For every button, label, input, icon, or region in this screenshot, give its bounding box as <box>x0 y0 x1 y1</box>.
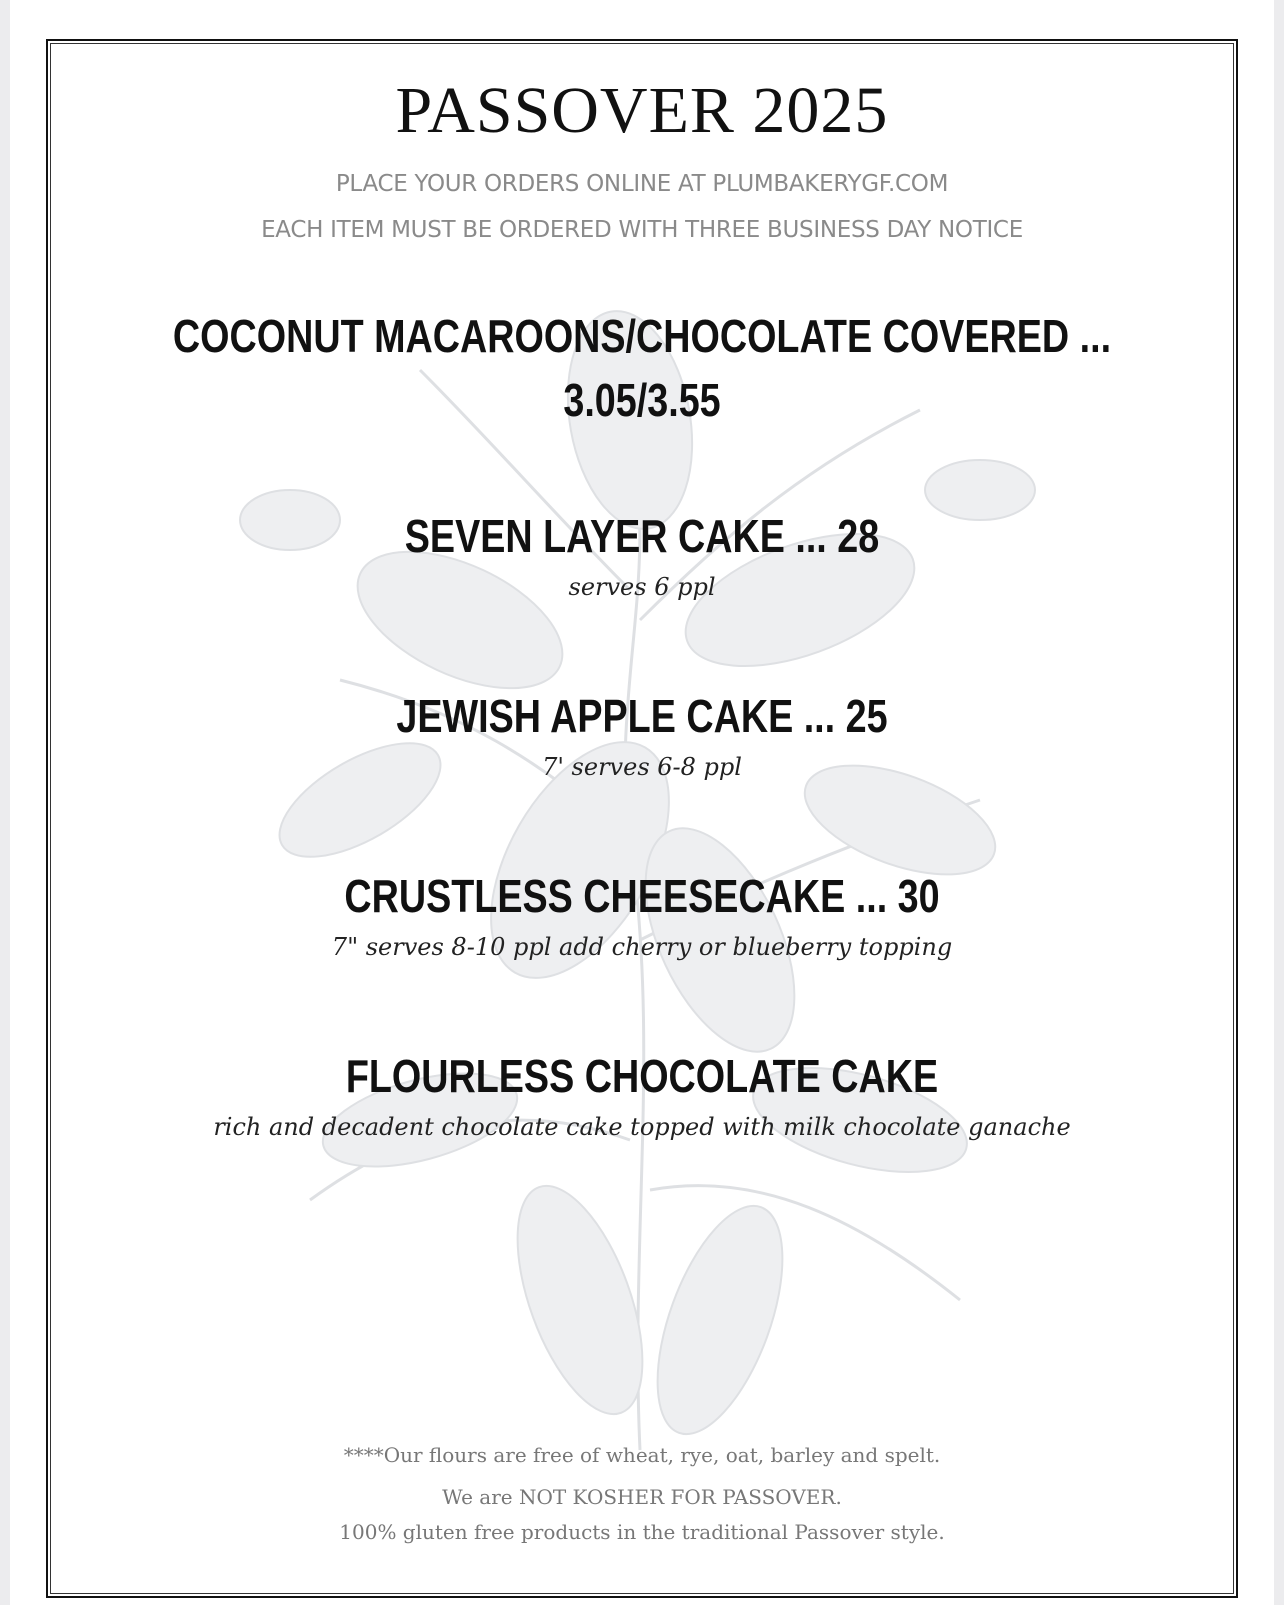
item-apple-cake-desc: 7' serves 6-8 ppl <box>542 753 742 781</box>
notice-requirement: EACH ITEM MUST BE ORDERED WITH THREE BUSINESS DAY NOTICE <box>261 217 1023 243</box>
item-flourless-desc: rich and decadent chocolate cake topped with milk chocolate ganache <box>213 1113 1071 1141</box>
item-macaroons-price: 3.05/3.55 <box>563 374 721 426</box>
item-cheesecake-name: CRUSTLESS CHEESECAKE ... 30 <box>344 870 940 922</box>
footer-gluten-free-note: 100% gluten free products in the traditional Passover style. <box>339 1520 945 1544</box>
item-seven-layer-name: SEVEN LAYER CAKE ... 28 <box>404 510 880 562</box>
item-macaroons-name: COCONUT MACAROONS/CHOCOLATE COVERED ... <box>172 310 1112 362</box>
page-title: PASSOVER 2025 <box>395 74 889 147</box>
footer-flour-note: ****Our flours are free of wheat, rye, oat, barley and spelt. <box>343 1443 941 1467</box>
order-online-note: PLACE YOUR ORDERS ONLINE AT PLUMBAKERYGF.COM <box>335 171 949 197</box>
item-seven-layer-desc: serves 6 ppl <box>568 573 716 601</box>
item-flourless-name: FLOURLESS CHOCOLATE CAKE <box>345 1050 939 1102</box>
footer-kosher-note: We are NOT KOSHER FOR PASSOVER. <box>442 1485 842 1509</box>
item-apple-cake-name: JEWISH APPLE CAKE ... 25 <box>396 690 888 742</box>
menu-content <box>50 43 1234 1594</box>
item-cheesecake-desc: 7" serves 8-10 ppl add cherry or blueberry topping <box>331 933 953 961</box>
